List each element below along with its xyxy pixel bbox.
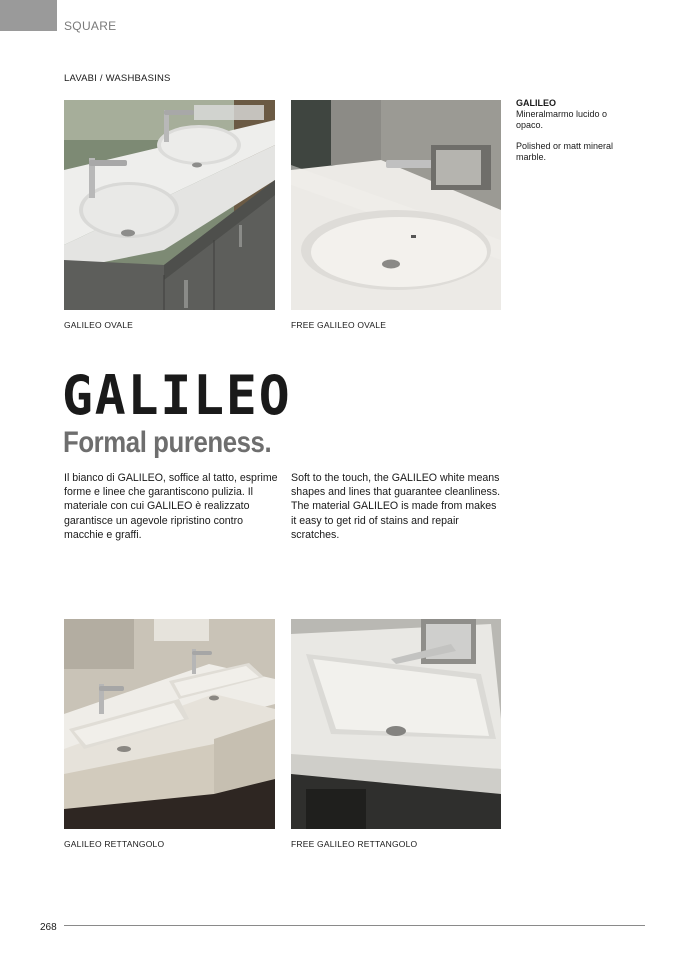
- photo-galileo-ovale: [64, 100, 275, 310]
- section-label: SQUARE: [64, 19, 117, 33]
- body-text-it: Il bianco di GALILEO, soffice al tatto, esprime forme e linee che garantiscono pulizia. Il materiale con cui GALILEO è realizzato garantisce un agevole ripristino contro macchie e graffi.: [64, 472, 278, 541]
- page-subtitle: Formal pureness.: [63, 426, 272, 459]
- category-label: LAVABI / WASHBASINS: [64, 73, 171, 84]
- caption-bottom-right: FREE GALILEO RETTANGOLO: [291, 839, 418, 849]
- photo-free-galileo-rettangolo: [291, 619, 501, 829]
- sidebar-title: GALILEO: [516, 98, 556, 108]
- caption-top-left: GALILEO OVALE: [64, 320, 134, 330]
- photo-galileo-rettangolo: [64, 619, 275, 829]
- page-number: 268: [40, 922, 57, 933]
- body-text-en: Soft to the touch, the GALILEO white means shapes and lines that guarantee cleanliness. The material GALILEO is made from makes it easy to get rid of stains and repair scratches.: [291, 472, 501, 541]
- sidebar-text-en: Polished or matt mineral marble.: [516, 141, 614, 162]
- caption-bottom-left: GALILEO RETTANGOLO: [64, 839, 165, 849]
- photo-free-galileo-ovale: [291, 100, 501, 310]
- footer-rule: [64, 925, 645, 926]
- caption-top-right: FREE GALILEO OVALE: [291, 320, 387, 330]
- sidebar-text-it: Mineralmarmo lucido o opaco.: [516, 109, 608, 130]
- section-tab-block: [0, 0, 57, 31]
- page-title: GALILEO: [62, 364, 292, 427]
